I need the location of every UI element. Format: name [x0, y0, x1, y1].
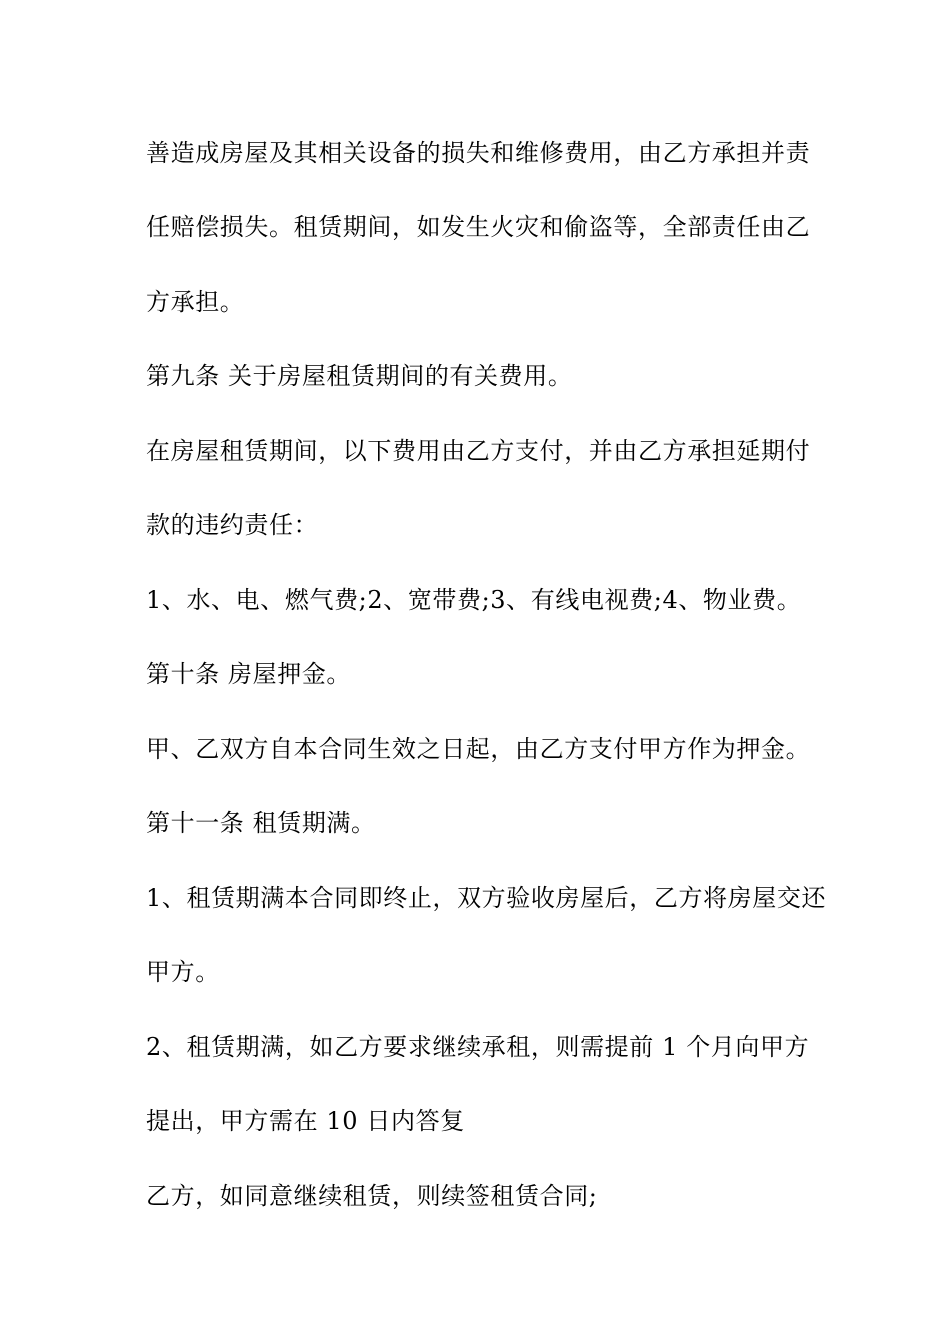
text-line: 提出，甲方需在 10 日内答复	[146, 1107, 465, 1135]
text-line: 1、水、电、燃气费;2、宽带费;3、有线电视费;4、物业费。	[146, 586, 802, 614]
text-line: 甲方。	[146, 958, 220, 986]
text-line: 2、租赁期满，如乙方要求继续承租，则需提前 1 个月向甲方	[146, 1033, 810, 1061]
text-line: 1、租赁期满本合同即终止，双方验收房屋后，乙方将房屋交还	[146, 884, 827, 912]
text-line: 任赔偿损失。租赁期间，如发生火灾和偷盗等，全部责任由乙	[146, 213, 811, 241]
text-line: 方承担。	[146, 288, 245, 316]
text-line: 甲、乙双方自本合同生效之日起，由乙方支付甲方作为押金。	[146, 735, 811, 763]
text-line: 乙方，如同意继续租赁，则续签租赁合同;	[146, 1182, 598, 1210]
text-line: 在房屋租赁期间，以下费用由乙方支付，并由乙方承担延期付	[146, 437, 811, 465]
article-heading: 第十一条 租赁期满。	[146, 809, 376, 837]
text-line: 善造成房屋及其相关设备的损失和维修费用，由乙方承担并责	[146, 139, 811, 167]
article-heading: 第九条 关于房屋租赁期间的有关费用。	[146, 362, 573, 390]
article-heading: 第十条 房屋押金。	[146, 660, 352, 688]
text-line: 款的违约责任：	[146, 511, 319, 539]
